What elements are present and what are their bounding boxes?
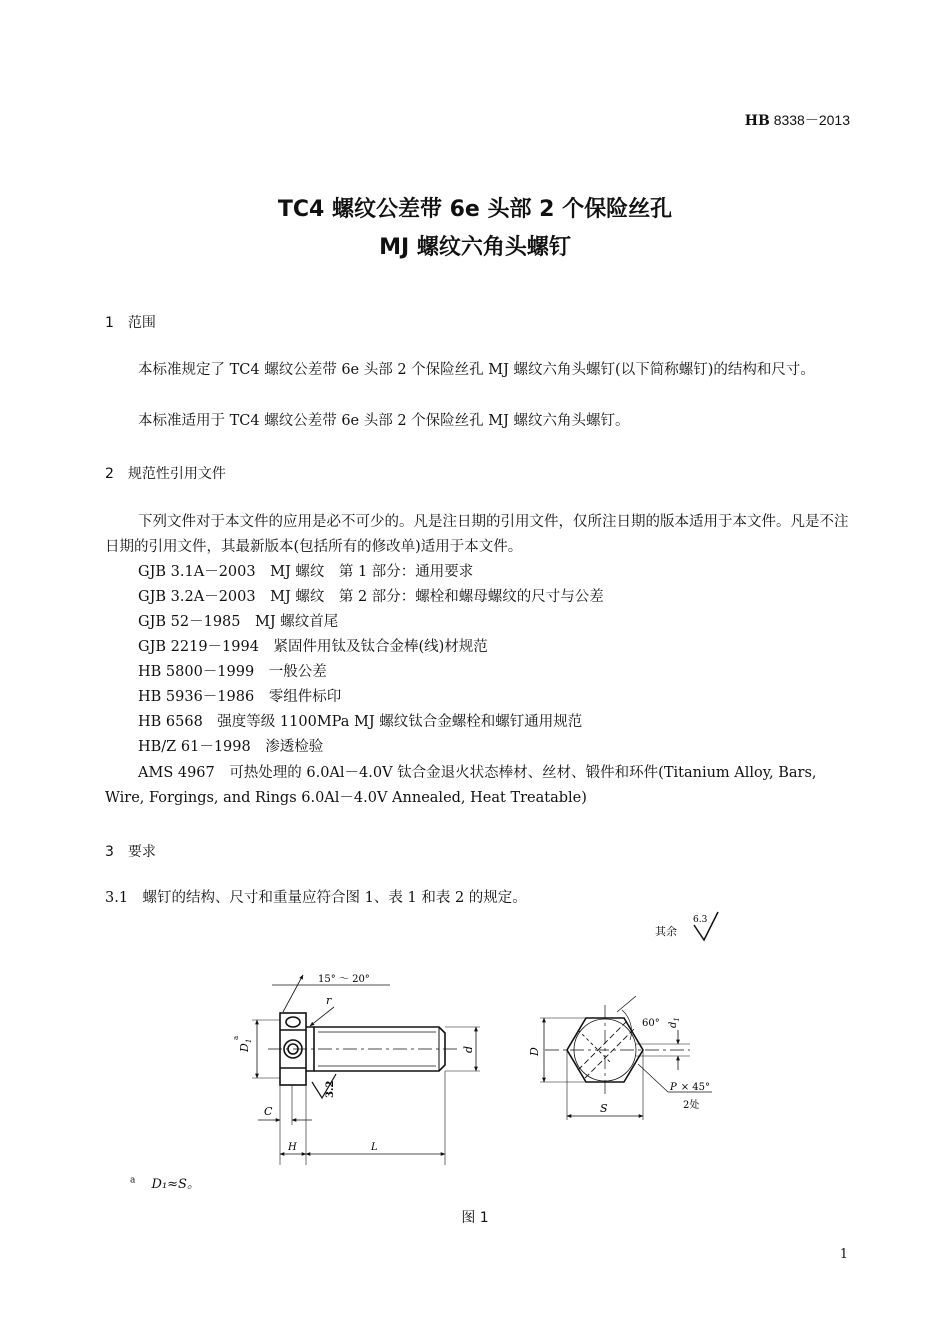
figure-1-drawing bbox=[0, 900, 950, 1170]
D1-label: $D_1$ bbox=[238, 1038, 253, 1052]
section-2-intro: 下列文件对于本文件的应用是必不可少的。凡是注日期的引用文件，仅所注日期的版本适用于本文件。凡是不注日期的引用文件，其最新版本(包括所有的修改单)适用于本文件。 bbox=[105, 514, 849, 555]
title-line-2: MJ 螺纹六角头螺钉 bbox=[379, 235, 571, 260]
roughness-label: 其余 bbox=[655, 925, 677, 938]
roughness-3-2-label: 3.2 bbox=[325, 1080, 336, 1098]
D-label: D bbox=[528, 1047, 541, 1056]
angle-60-label: 60° bbox=[642, 1018, 660, 1029]
lockwire-holes bbox=[578, 1020, 635, 1078]
title-line-1: TC4 螺纹公差带 6e 头部 2 个保险丝孔 bbox=[277, 197, 673, 222]
angle-arrow bbox=[283, 975, 303, 1012]
C-label: C bbox=[264, 1105, 273, 1118]
page-number: 1 bbox=[839, 1247, 848, 1262]
standard-number bbox=[745, 110, 850, 130]
section-1-heading: 1 范围 bbox=[105, 315, 156, 331]
reference-item: HB/Z 61－1998 渗透检验 bbox=[138, 739, 324, 755]
standard-code: 8338－2013 bbox=[773, 112, 850, 128]
reference-item: HB 6568 强度等级 1100MPa MJ 螺纹钛合金螺栓和螺钉通用规范 bbox=[138, 714, 583, 730]
section-1-paragraph-1: 本标准规定了 TC4 螺纹公差带 6e 头部 2 个保险丝孔 MJ 螺纹六角头螺钉(以下简称螺钉)的结构和尺寸。 bbox=[138, 362, 815, 378]
footnote-text: D₁≈S。 bbox=[151, 1177, 200, 1192]
reference-item: GJB 3.2A－2003 MJ 螺纹 第 2 部分：螺栓和螺母螺纹的尺寸与公差 bbox=[138, 589, 604, 605]
chamfer-count: 2处 bbox=[683, 1100, 700, 1111]
reference-item: HB 5936－1986 零组件标印 bbox=[138, 689, 342, 705]
angle-60-leader bbox=[617, 996, 636, 1012]
section-3-heading: 3 要求 bbox=[105, 844, 156, 860]
reference-item: GJB 2219－1994 紧固件用钛及钛合金棒(线)材规范 bbox=[138, 639, 488, 655]
L-label: L bbox=[371, 1142, 378, 1153]
reference-item: GJB 3.1A－2003 MJ 螺纹 第 1 部分：通用要求 bbox=[138, 564, 474, 580]
radius-label: r bbox=[326, 994, 332, 1007]
angle-range-label: 15° ～ 20° bbox=[318, 974, 370, 985]
section-1-paragraph-2: 本标准适用于 TC4 螺纹公差带 6e 头部 2 个保险丝孔 MJ 螺纹六角头螺钉。 bbox=[138, 413, 630, 429]
figure-caption: 图 1 bbox=[461, 1210, 489, 1226]
chamfer-leader bbox=[638, 1064, 668, 1092]
reference-item: HB 5800－1999 一般公差 bbox=[138, 664, 327, 680]
reference-item: AMS 4967 可热处理的 6.0Al－4.0V 钛合金退火状态棒材、丝材、锻件和环件(Titanium Alloy, Bars, Wire, Forgings, and Rings 6.0Al－4.0V Annealed, Heat Treatable) bbox=[105, 765, 817, 806]
standard-prefix: HB bbox=[744, 113, 770, 129]
section-2-heading: 2 规范性引用文件 bbox=[105, 466, 226, 482]
roughness-value: 6.3 bbox=[693, 915, 708, 925]
D1-footnote-mark: a bbox=[232, 1035, 240, 1040]
footnote-mark: a bbox=[130, 1175, 136, 1186]
d-label: d bbox=[462, 1045, 475, 1053]
figure-footnote bbox=[130, 1173, 200, 1192]
radius-leader bbox=[310, 1007, 334, 1026]
S-label: S bbox=[600, 1102, 608, 1115]
reference-item: GJB 52－1985 MJ 螺纹首尾 bbox=[138, 614, 339, 630]
d1-label: $d_1$ bbox=[668, 1017, 681, 1028]
chamfer-label: P × 45° bbox=[670, 1082, 711, 1093]
H-label: H bbox=[288, 1142, 297, 1153]
clause-3-1: 3.1 螺钉的结构、尺寸和重量应符合图 1、表 1 和表 2 的规定。 bbox=[105, 890, 527, 906]
